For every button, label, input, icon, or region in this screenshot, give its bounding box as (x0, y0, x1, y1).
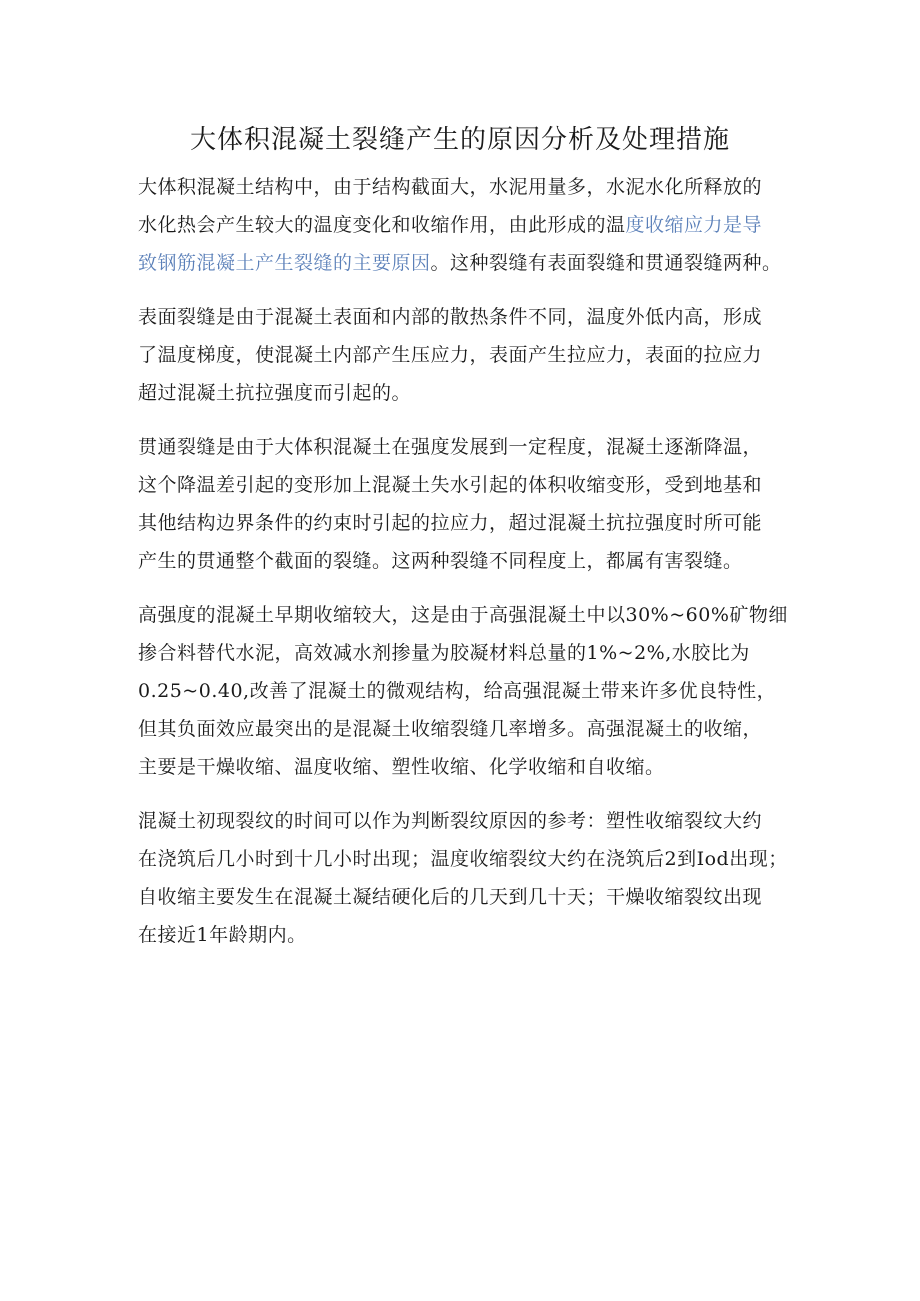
highlighted-text: 致钢筋混凝土产生裂缝的主要原因 (138, 252, 431, 274)
text-segment: 但其负面效应最突出的是混凝土收缩裂缝几率增多。高强混凝土的收缩， (138, 718, 763, 740)
text-segment: 自收缩主要发生在混凝土凝结硬化后的几天到几十天；干燥收缩裂纹出现 (138, 886, 763, 908)
text-segment: 这个降温差引起的变形加上混凝土失水引起的体积收缩变形，受到地基和 (138, 474, 763, 496)
text-segment: 掺合料替代水泥，高效减水剂掺量为胶凝材料总量的1%~2%,水胶比为 (138, 642, 750, 664)
text-line (138, 374, 818, 412)
text-segment: 产生的贯通整个截面的裂缝。这两种裂缝不同程度上，都属有害裂缝。 (138, 550, 743, 572)
document-body (138, 168, 818, 954)
paragraph (138, 802, 818, 954)
text-line (138, 634, 818, 672)
text-segment: 其他结构边界条件的约束时引起的拉应力，超过混凝土抗拉强度时所可能 (138, 512, 763, 534)
paragraph (138, 428, 818, 580)
text-segment: 超过混凝土抗拉强度而引起的。 (138, 382, 412, 404)
text-line (138, 748, 818, 786)
text-segment: 。这种裂缝有表面裂缝和贯通裂缝两种。 (430, 252, 782, 274)
text-line (138, 672, 818, 710)
text-segment: 水化热会产生较大的温度变化和收缩作用，由此形成的温 (138, 214, 626, 236)
paragraph (138, 596, 818, 786)
text-segment: 高强度的混凝土早期收缩较大，这是由于高强混凝土中以30%~60%矿物细 (138, 604, 788, 626)
text-segment: 混凝土初现裂纹的时间可以作为判断裂纹原因的参考：塑性收缩裂纹大约 (138, 810, 763, 832)
text-line (138, 428, 818, 466)
text-line (138, 244, 818, 282)
text-line (138, 840, 818, 878)
text-line (138, 542, 818, 580)
text-line (138, 168, 818, 206)
text-line (138, 596, 818, 634)
highlighted-text: 度收缩应力是导 (625, 214, 763, 236)
text-line (138, 710, 818, 748)
text-line (138, 878, 818, 916)
text-line (138, 504, 818, 542)
text-line (138, 336, 818, 374)
paragraph (138, 298, 818, 412)
text-line (138, 298, 818, 336)
text-segment: 主要是干燥收缩、温度收缩、塑性收缩、化学收缩和自收缩。 (138, 756, 665, 778)
text-line (138, 466, 818, 504)
text-line (138, 916, 818, 954)
text-segment: 了温度梯度，使混凝土内部产生压应力，表面产生拉应力，表面的拉应力 (138, 344, 763, 366)
text-line (138, 802, 818, 840)
text-segment: 表面裂缝是由于混凝土表面和内部的散热条件不同，温度外低内高，形成 (138, 306, 763, 328)
text-segment: 大体积混凝土结构中，由于结构截面大，水泥用量多，水泥水化所释放的 (138, 176, 763, 198)
text-segment: 在接近1年龄期内。 (138, 924, 307, 946)
text-segment: 在浇筑后几小时到十几小时出现；温度收缩裂纹大约在浇筑后2到Iod出现； (138, 848, 788, 870)
paragraph (138, 168, 818, 282)
text-segment: 0.25~0.40,改善了混凝土的微观结构，给高强混凝土带来许多优良特性， (138, 680, 777, 702)
text-line (138, 206, 818, 244)
document-title: 大体积混凝土裂缝产生的原因分析及处理措施 (189, 125, 730, 155)
text-segment: 贯通裂缝是由于大体积混凝土在强度发展到一定程度，混凝土逐渐降温， (138, 436, 763, 458)
